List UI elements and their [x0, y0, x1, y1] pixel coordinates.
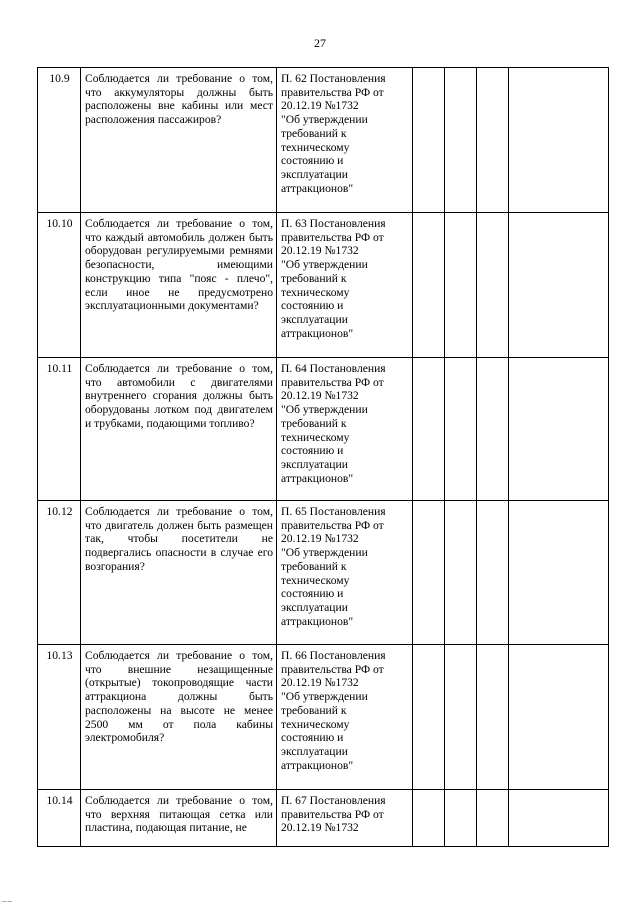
- answer-na-cell: [477, 358, 509, 501]
- table-row: [38, 501, 609, 645]
- reference-line: эксплуатации: [281, 744, 348, 758]
- legal-reference: [277, 645, 413, 790]
- reference-line: техническому: [281, 430, 350, 444]
- reference-line: требований к: [281, 416, 347, 430]
- requirement-question: Соблюдается ли требование о том, что аккумуляторы должны быть расположены вне кабины или мест расположения пассажиров?: [81, 68, 277, 213]
- reference-line: состоянию и: [281, 731, 344, 745]
- reference-line: требований к: [281, 126, 347, 140]
- reference-line: "Об утверждении: [281, 113, 368, 127]
- answer-na-cell: [477, 790, 509, 847]
- legal-reference: [277, 501, 413, 645]
- requirement-question: Соблюдается ли требование о том, что верхняя питающая сетка или пластина, подающая питание, не: [81, 790, 277, 847]
- reference-line: "Об утверждении: [281, 403, 368, 417]
- checklist-rows: [38, 68, 609, 847]
- reference-line: аттракционов": [281, 181, 354, 195]
- reference-line: эксплуатации: [281, 600, 348, 614]
- reference-line: правительства РФ от: [281, 230, 384, 244]
- reference-line: "Об утверждении: [281, 690, 368, 704]
- reference-line: правительства РФ от: [281, 85, 384, 99]
- table-row: [38, 790, 609, 847]
- reference-line: 20.12.19 №1732: [281, 389, 359, 403]
- item-number: 10.9: [38, 68, 81, 213]
- answer-no-cell: [445, 358, 477, 501]
- answer-yes-cell: [413, 501, 445, 645]
- answer-na-cell: [477, 645, 509, 790]
- table-row: [38, 358, 609, 501]
- reference-line: эксплуатации: [281, 312, 348, 326]
- reference-line: аттракционов": [281, 471, 354, 485]
- notes-cell: [509, 790, 609, 847]
- item-number: 10.13: [38, 645, 81, 790]
- notes-cell: [509, 68, 609, 213]
- reference-line: техническому: [281, 140, 350, 154]
- item-number: 10.14: [38, 790, 81, 847]
- reference-line: аттракционов": [281, 614, 354, 628]
- answer-yes-cell: [413, 68, 445, 213]
- checklist-table: [37, 67, 609, 847]
- reference-line: правительства РФ от: [281, 662, 384, 676]
- answer-na-cell: [477, 501, 509, 645]
- answer-no-cell: [445, 501, 477, 645]
- legal-reference: [277, 213, 413, 358]
- reference-line: требований к: [281, 271, 347, 285]
- bottom-mark: __: [2, 893, 13, 903]
- reference-line: 20.12.19 №1732: [281, 99, 359, 113]
- table-row: [38, 213, 609, 358]
- answer-yes-cell: [413, 358, 445, 501]
- item-number: 10.11: [38, 358, 81, 501]
- reference-line: П. 65 Постановления: [281, 505, 386, 518]
- reference-line: требований к: [281, 703, 347, 717]
- answer-na-cell: [477, 213, 509, 358]
- answer-no-cell: [445, 645, 477, 790]
- reference-line: П. 66 Постановления: [281, 649, 386, 662]
- reference-line: "Об утверждении: [281, 546, 368, 560]
- reference-line: техническому: [281, 573, 350, 587]
- reference-line: "Об утверждении: [281, 258, 368, 272]
- reference-line: эксплуатации: [281, 457, 348, 471]
- reference-line: состоянию и: [281, 444, 344, 458]
- notes-cell: [509, 358, 609, 501]
- legal-reference: [277, 358, 413, 501]
- reference-line: 20.12.19 №1732: [281, 821, 359, 835]
- item-number: 10.12: [38, 501, 81, 645]
- answer-yes-cell: [413, 790, 445, 847]
- reference-line: техническому: [281, 717, 350, 731]
- answer-yes-cell: [413, 213, 445, 358]
- reference-line: требований к: [281, 559, 347, 573]
- requirement-question: Соблюдается ли требование о том, что двигатель должен быть размещен так, чтобы посетители не подвергались опасности в случае его возгорания?: [81, 501, 277, 645]
- reference-line: 20.12.19 №1732: [281, 244, 359, 258]
- reference-line: состоянию и: [281, 154, 344, 168]
- notes-cell: [509, 501, 609, 645]
- reference-line: П. 63 Постановления: [281, 217, 386, 230]
- reference-line: П. 64 Постановления: [281, 362, 386, 375]
- answer-no-cell: [445, 790, 477, 847]
- legal-reference: [277, 790, 413, 847]
- answer-no-cell: [445, 68, 477, 213]
- reference-line: 20.12.19 №1732: [281, 676, 359, 690]
- table-row: [38, 645, 609, 790]
- notes-cell: [509, 645, 609, 790]
- reference-line: правительства РФ от: [281, 807, 384, 821]
- answer-yes-cell: [413, 645, 445, 790]
- requirement-question: Соблюдается ли требование о том, что автомобили с двигателями внутреннего сгорания должны быть оборудованы лотком под двигателем и трубками, подающими топливо?: [81, 358, 277, 501]
- reference-line: техническому: [281, 285, 350, 299]
- answer-no-cell: [445, 213, 477, 358]
- page-number: 27: [314, 36, 326, 50]
- requirement-question: Соблюдается ли требование о том, что внешние незащищенные (открытые) токопроводящие части аттракциона должны быть расположены на высоте не менее 2500 мм от пола кабины электромобиля?: [81, 645, 277, 790]
- requirement-question: Соблюдается ли требование о том, что каждый автомобиль должен быть оборудован регулируемыми ремнями безопасности, имеющими конструкцию типа "пояс - плечо", если иное не предусмотрено эксплуатационными документами?: [81, 213, 277, 358]
- reference-line: правительства РФ от: [281, 518, 384, 532]
- reference-line: правительства РФ от: [281, 375, 384, 389]
- reference-line: эксплуатации: [281, 167, 348, 181]
- answer-na-cell: [477, 68, 509, 213]
- reference-line: П. 62 Постановления: [281, 72, 386, 85]
- reference-line: состоянию и: [281, 299, 344, 313]
- notes-cell: [509, 213, 609, 358]
- reference-line: П. 67 Постановления: [281, 794, 386, 807]
- reference-line: состоянию и: [281, 587, 344, 601]
- reference-line: 20.12.19 №1732: [281, 532, 359, 546]
- reference-line: аттракционов": [281, 758, 354, 772]
- reference-line: аттракционов": [281, 326, 354, 340]
- table-row: [38, 68, 609, 213]
- legal-reference: [277, 68, 413, 213]
- item-number: 10.10: [38, 213, 81, 358]
